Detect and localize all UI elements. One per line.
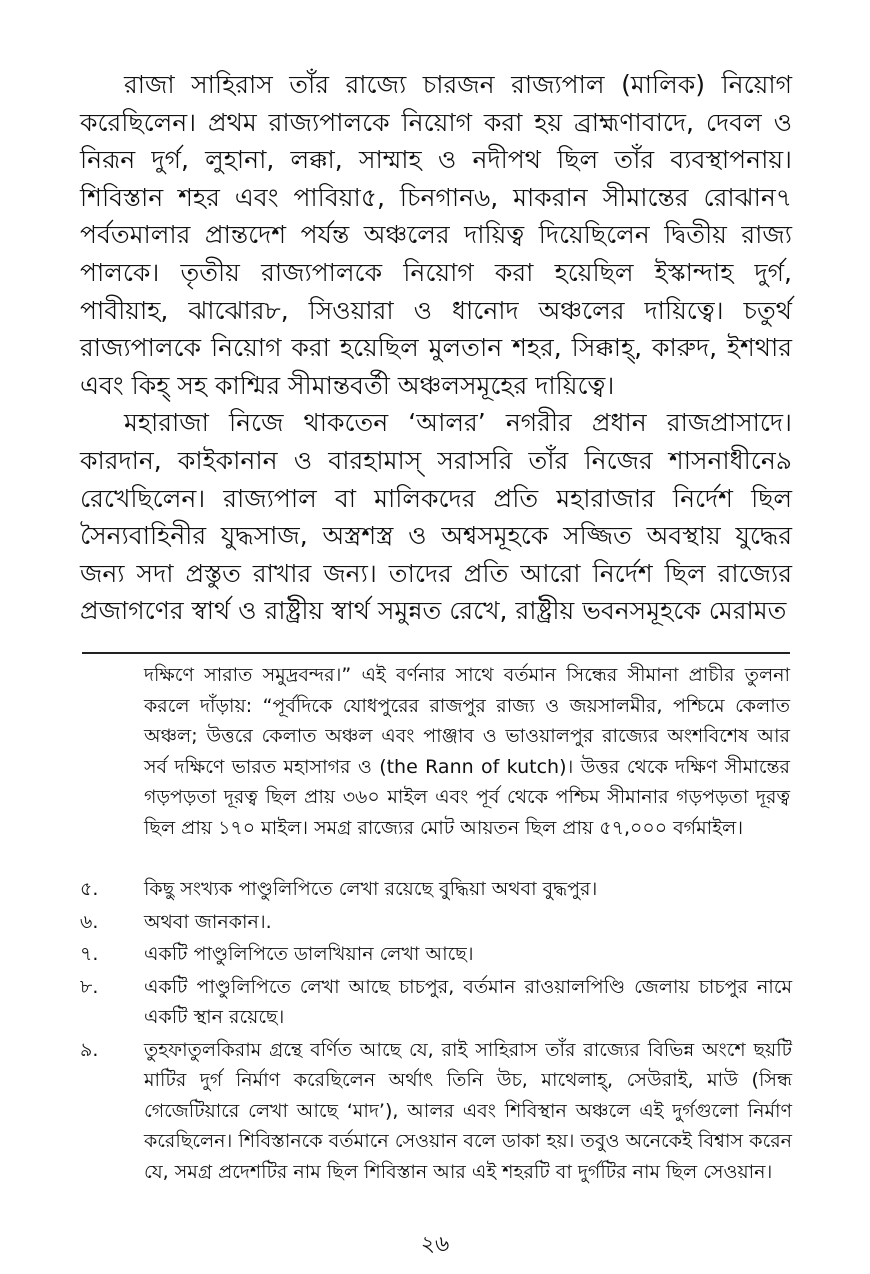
footnote-text: তুহফাতুলকিরাম গ্রন্থে বর্ণিত আছে যে, রাই সাহিরাস তাঁর রাজ্যের বিভিন্ন অংশে ছয়টি মাটির দুর্গ নির্মাণ করেছিলেন অর্থাৎ তিনি উচ, মাথেলাহ্, সেউরাই, মাউ (সিন্ধ গেজেটিয়ারে লেখা আছে ‘মাদ’), আলর এবং শিবিস্থান অঞ্চলে এই দুর্গগুলো নির্মাণ করেছিলেন। শিবিস্তানকে বর্তমানে সেওয়ান বলে ডাকা হয়। তবুও অনেকেই বিশ্বাস করেন যে, সমগ্র প্রদেশটির নাম ছিল শিবিস্তান আর এই শহরটি বা দুর্গটির নাম ছিল সেওয়ান।: [144, 1038, 792, 1183]
main-text: [80, 66, 792, 630]
footnote-item: [80, 907, 792, 938]
paragraph-2: মহারাজা নিজে থাকতেন ‘আলর’ নগরীর প্রধান রাজপ্রাসাদে। কারদান, কাইকানান ও বারহামাস্ সরাসরি তাঁর নিজের শাসনাধীনে৯ রেখেছিলেন। রাজ্যপাল বা মালিকদের প্রতি মহারাজার নির্দেশ ছিল সৈন্যবাহিনীর যুদ্ধসাজ, অস্ত্রশস্ত্র ও অশ্বসমূহকে সজ্জিত অবস্থায় যুদ্ধের জন্য সদা প্রস্তুত রাখার জন্য। তাদের প্রতি আরো নির্দেশ ছিল রাজ্যের প্রজাগণের স্বার্থ ও রাষ্ট্রীয় স্বার্থ সমুন্নত রেখে, রাষ্ট্রীয় ভবনসমূহকে মেরামত: [80, 408, 792, 626]
footnote-item: [80, 1035, 792, 1188]
footnote-text: একটি পাণ্ডুলিপিতে ডালখিয়ান লেখা আছে।: [144, 943, 474, 965]
footnote-number: ৭.: [80, 943, 99, 965]
footnote-number: ৫.: [80, 878, 99, 900]
footnote-text: কিছু সংখ্যক পাণ্ডুলিপিতে লেখা রয়েছে বুদ্ধিয়া অথবা বুদ্ধপুর।: [144, 878, 598, 900]
footnote-item: [80, 939, 792, 970]
footnote-list: [80, 874, 792, 1189]
footnote-continuation: দক্ষিণে সারাত সমুদ্রবন্দর।” এই বর্ণনার সাথে বর্তমান সিন্ধের সীমানা প্রাচীর তুলনা করলে দাঁড়ায়: “পূর্বদিকে যোধপুরের রাজপুর রাজ্য ও জয়সালমীর, পশ্চিমে কেলাত অঞ্চল; উত্তরে কেলাত অঞ্চল এবং পাঞ্জাব ও ভাওয়ালপুর রাজ্যের অংশবিশেষ আর সর্ব দক্ষিণে ভারত মহাসাগর ও (the Rann of kutch)। উত্তর থেকে দক্ষিণ সীমান্তের গড়পড়তা দূরত্ব ছিল প্রায় ৩৬০ মাইল এবং পূর্ব থেকে পশ্চিম সীমানার গড়পড়তা দূরত্ব ছিল প্রায় ১৭০ মাইল। সমগ্র রাজ্যের মোট আয়তন ছিল প্রায় ৫৭,০০০ বর্গমাইল।: [144, 664, 790, 839]
page-number: ২৬: [420, 1232, 450, 1257]
footnote-number: ৬.: [80, 910, 99, 933]
footnote-text: একটি পাণ্ডুলিপিতে লেখা আছে চাচপুর, বর্তমান রাওয়ালপিণ্ডি জেলায় চাচপুর নামে একটি স্থান রয়েছে।: [144, 975, 792, 1028]
footnote-text: অথবা জানকান।.: [144, 910, 272, 933]
footnote-item: [80, 972, 792, 1033]
footnote-divider: [82, 652, 790, 654]
paragraph-1: রাজা সাহিরাস তাঁর রাজ্যে চারজন রাজ্যপাল (মালিক) নিয়োগ করেছিলেন। প্রথম রাজ্যপালকে নিয়োগ করা হয় ব্রাহ্মণাবাদে, দেবল ও নিরূন দুর্গ, লুহানা, লক্কা, সাম্মাহ ও নদীপথ ছিল তাঁর ব্যবস্থাপনায়। শিবিস্তান শহর এবং পাবিয়া৫, চিনগান৬, মাকরান সীমান্তের রোঝান৭ পর্বতমালার প্রান্তদেশ পর্যন্ত অঞ্চলের দায়িত্ব দিয়েছিলেন দ্বিতীয় রাজ্য পালকে। তৃতীয় রাজ্যপালকে নিয়োগ করা হয়েছিল ইস্কান্দাহ দুর্গ, পাবীয়াহ, ঝাঝোর৮, সিওয়ারা ও ধানোদ অঞ্চলের দায়িত্বে। চতুর্থ রাজ্যপালকে নিয়োগ করা হয়েছিল মুলতান শহর, সিক্কাহ্, কারুদ, ইশথার এবং কিহ্ সহ কাশ্মির সীমান্তবর্তী অঞ্চলসমূহের দায়িত্বে।: [80, 70, 792, 400]
footnote-item: [80, 874, 792, 905]
footnote-number: ৯.: [80, 1038, 99, 1061]
footnote-number: ৮.: [80, 975, 99, 998]
